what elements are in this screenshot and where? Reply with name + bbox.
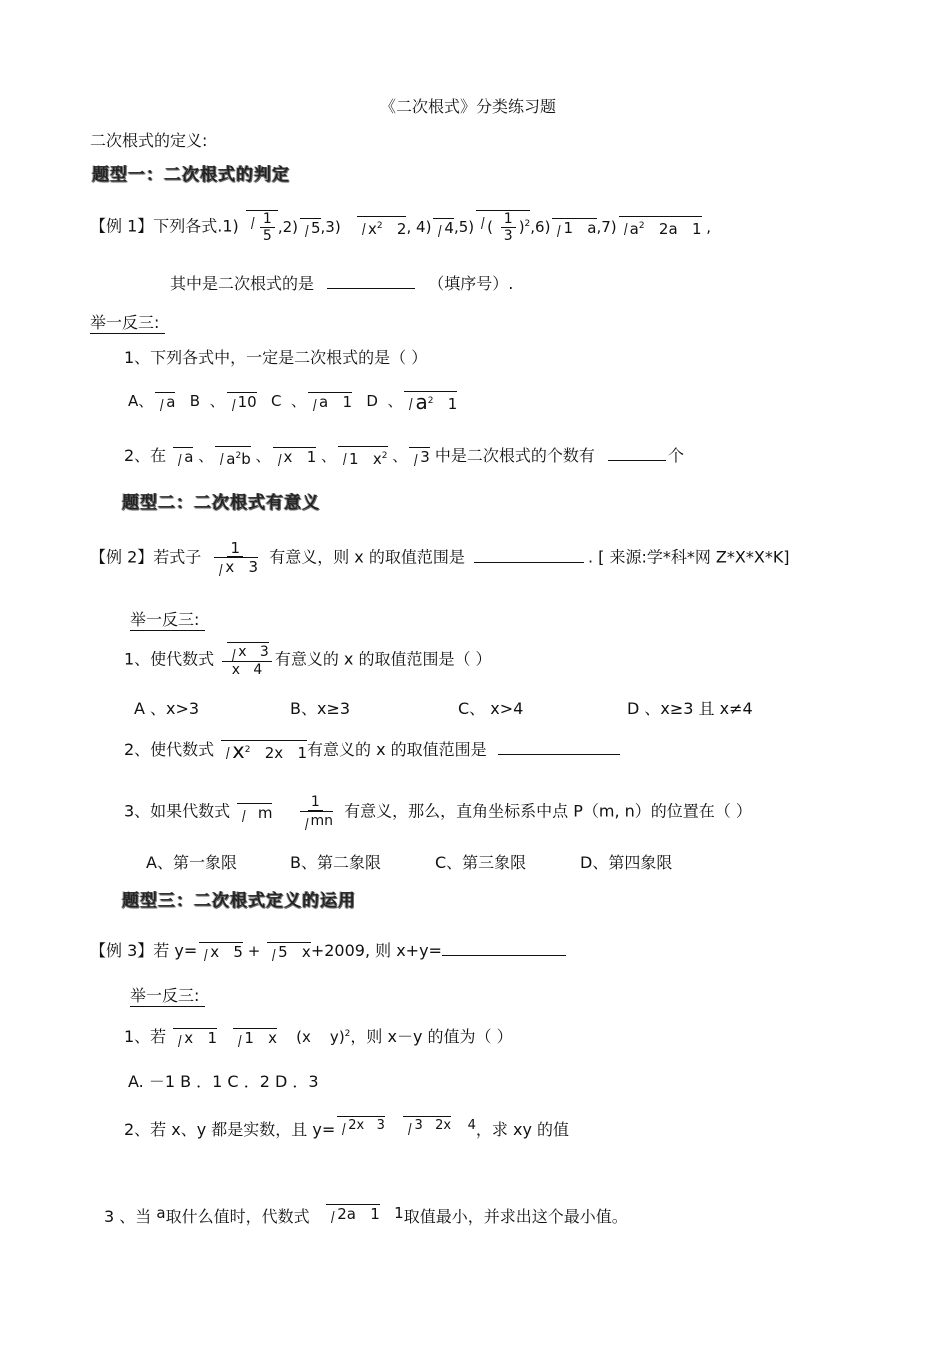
type3-q2-expression: 2x 3 3 2x 4 [335,1118,476,1133]
type2-q2-prefix: 2、使代数式 [124,740,215,759]
type3-q1 [124,1024,513,1047]
type2-q3-option-b: B、第二象限 [290,853,381,872]
type1-q2-unit: 个 [668,446,685,465]
example1-answer-prompt: 其中是二次根式的是 [170,274,315,293]
type3-q1-expression: x 1 1 x (x y)$^2$ [171,1028,350,1046]
example1-expressions: $\frac{1}{5}$ ,2) 5,3) $x^2$ 2, 4) 4,5) ( $\frac{1}{3}$ )$^2$,6) 1 a,7) $a^2$ 2a 1 , [244,218,711,236]
type3-q2-prefix: 2、若 x、y 都是实数，且 y= [124,1120,336,1139]
type1-q2 [124,443,684,468]
example2-blank[interactable] [474,562,584,563]
type1-q1-options: A、 a B 、 10 C 、 a 1 D 、 $a^2$ 1 [128,389,458,414]
type2-practice-heading: 举一反三: [130,607,205,631]
example1-answer-blank[interactable] [327,288,415,289]
type1-q2-blank[interactable] [608,460,666,461]
definition-heading: 二次根式的定义: [90,131,208,150]
type1-q1: 1、下列各式中，一定是二次根式的是（ ） [124,348,428,367]
example3-blank[interactable] [442,955,566,956]
type2-q3-expression: m $\frac{1}{mn}$ [235,803,339,821]
type2-q3-option-a: A、第一象限 [146,853,237,872]
type3-q1-suffix: ，则 x－y 的值为（ ） [350,1027,513,1046]
type2-q2-expression: $x^2$ 2x 1 [219,741,307,759]
example1-answer-suffix: （填序号）. [428,274,514,293]
example3-prefix: 【例 3】若 y= [90,941,198,960]
type2-q3-option-d: D、第四象限 [580,853,673,872]
type2-q1-option-d: D 、x≥3 且 x≠4 [627,699,753,718]
type3-heading: 题型三：二次根式定义的运用 [122,891,356,911]
type3-q1-options: A. －1 B ．1 C ．2 D ．3 [128,1072,319,1091]
type2-q3 [124,794,752,830]
type3-q2 [124,1116,569,1140]
example1-answer-line [170,271,513,294]
type3-q3-expression: 2a 1 1 [315,1204,404,1222]
example2-expression: $\frac{1}{x 3}$ [209,540,261,576]
type2-q2-suffix: 有意义的 x 的取值范围是 [307,740,487,759]
type3-practice-heading: 举一反三: [130,983,205,1007]
example2-mid: 有意义，则 x 的取值范围是 [269,547,465,567]
type3-q1-prefix: 1、若 [124,1027,167,1046]
type3-q3 [104,1204,628,1227]
example3-expression: x 5 + 5 x [197,942,311,960]
page-title: 《二次根式》分类练习题 [380,97,557,116]
type2-q1-suffix: 有意义的 x 的取值范围是（ ） [274,649,492,669]
type2-q1 [124,642,492,678]
example2-line [90,540,790,576]
type2-q1-option-a: A 、x>3 [134,699,200,718]
example1-items-start: .1) [217,216,239,236]
example2-source: . [ 来源:学*科*网 Z*X*X*K] [587,547,790,567]
type2-q1-option-b: B、x≥3 [290,699,351,718]
type2-q3-prefix: 3、如果代数式 [124,801,231,821]
type3-q3-prefix: 3 、当 [104,1207,152,1226]
example1-line [90,210,711,244]
type2-q3-option-c: C、第三象限 [435,853,527,872]
type3-q3-suffix: 取值最小，并求出这个最小值。 [403,1207,628,1226]
type1-practice-heading: 举一反三: [90,310,165,334]
type3-q3-var: a [156,1204,166,1222]
type3-q2-suffix: ，求 xy 的值 [475,1120,570,1139]
type1-q2-suffix: 中是二次根式的个数有 [434,446,595,465]
example3-line [90,938,566,961]
type2-heading: 题型二：二次根式有意义 [122,493,320,513]
example2-label: 【例 2】若式子 [90,547,202,567]
type2-q1-option-c: C、 x>4 [458,699,524,718]
example1-label: 【例 1】下列各式 [90,216,218,236]
type1-q2-prefix: 2、在 [124,446,167,465]
type2-q3-suffix: 有意义，那么，直角坐标系中点 P（m, n）的位置在（ ） [344,801,752,821]
type2-q2-blank[interactable] [498,754,620,755]
type3-q3-mid: 取什么值时，代数式 [165,1207,310,1226]
type2-q1-prefix: 1、使代数式 [124,649,215,669]
type1-q2-expressions: a 、 $a^2b$ 、 x 1 、 1 $x^2$ 、 3 [171,447,430,465]
type2-q1-expression: $\frac{x 3}{x 4}$ [222,642,272,678]
example3-suffix: +2009, 则 x+y= [310,941,442,960]
type1-heading: 题型一：二次根式的判定 [92,165,290,185]
type2-q2 [124,737,620,762]
